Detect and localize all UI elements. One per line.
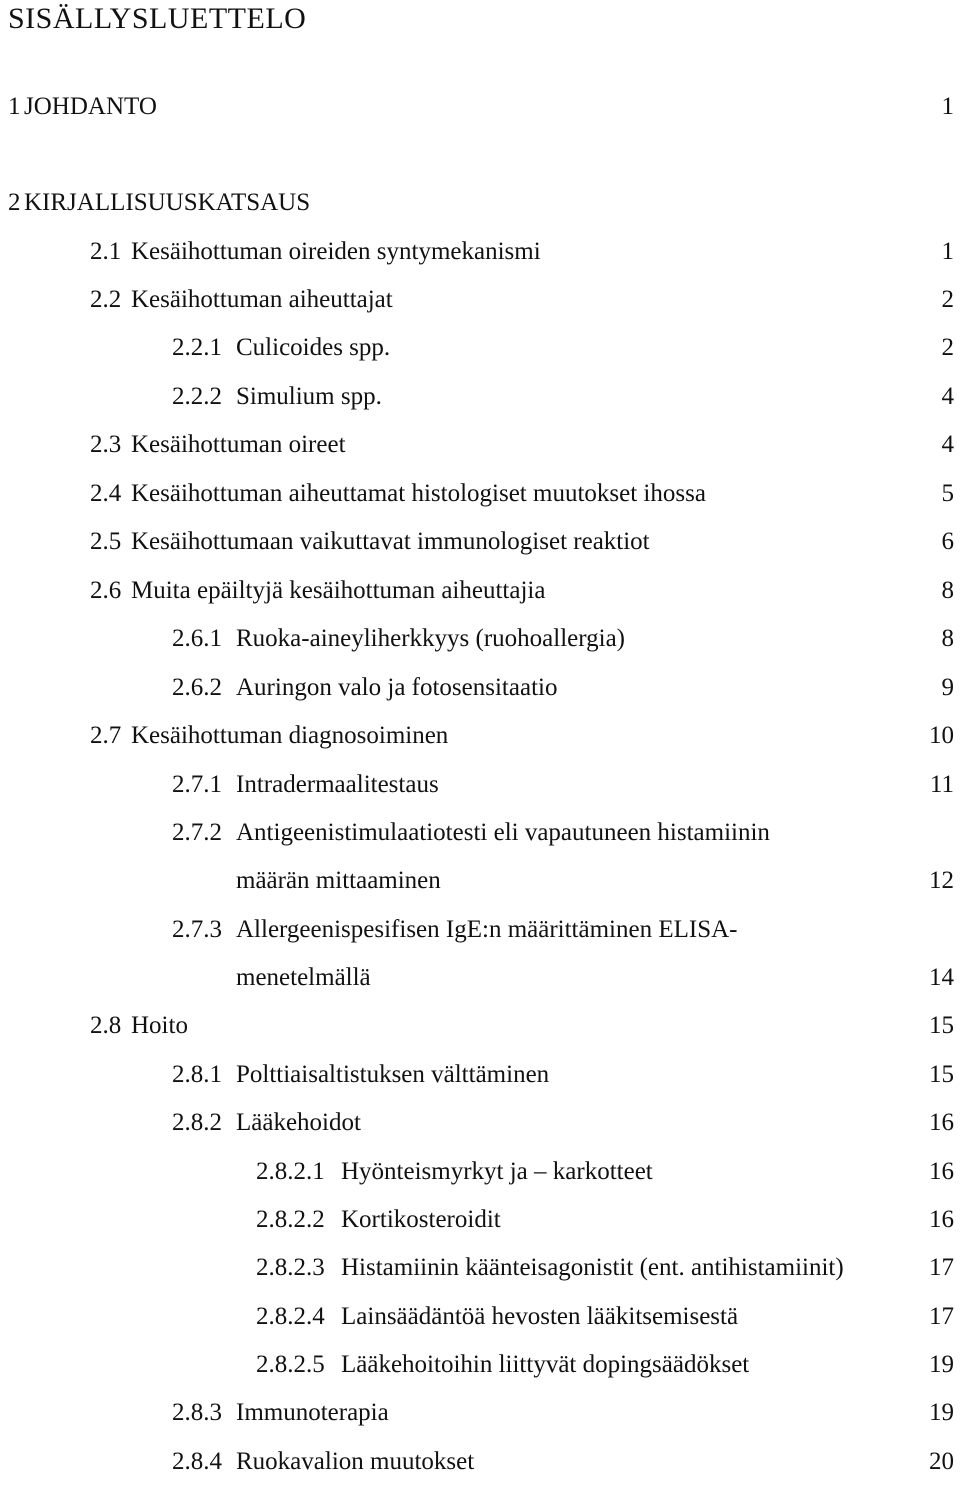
toc-entry-title: Simulium spp. [236, 383, 382, 410]
toc-entry[interactable] [0, 674, 960, 710]
toc-entry-number: 2.2.2 [172, 383, 222, 410]
toc-entry[interactable] [0, 334, 960, 370]
toc-entry-number: 2.6.1 [172, 625, 222, 652]
toc-entry-title: Culicoides spp. [236, 334, 391, 361]
toc-entry-number: 2.8.2.5 [256, 1351, 325, 1378]
toc-entry[interactable] [0, 1158, 960, 1194]
toc-entry[interactable] [0, 577, 960, 613]
toc-entry-number: 2.7.1 [172, 771, 222, 798]
toc-entry-title: Kesäihottuman oireiden syntymekanismi [131, 238, 541, 265]
toc-entry-page: 14 [929, 964, 954, 991]
toc-entry[interactable] [0, 238, 960, 274]
toc-entry-title: Muita epäiltyjä kesäihottuman aiheuttajia [131, 577, 546, 604]
toc-entry-title: Immunoterapia [236, 1399, 389, 1426]
toc-entry-title: Ruoka-aineyliherkkyys (ruohoallergia) [236, 625, 626, 652]
toc-entry-number: 1 [8, 93, 21, 120]
toc-entry-page: 2 [941, 334, 954, 361]
toc-entry-page: 10 [929, 722, 954, 749]
toc-entry-title: Intradermaalitestaus [236, 771, 439, 798]
toc-entry-number: 2.7.2 [172, 819, 222, 846]
toc-entry-number: 2.5 [90, 528, 122, 555]
toc-entry-page: 2 [941, 286, 954, 313]
toc-entry-page: 8 [941, 577, 954, 604]
toc-entry[interactable] [0, 819, 960, 855]
toc-entry[interactable] [0, 528, 960, 564]
toc-entry[interactable] [0, 1399, 960, 1435]
toc-entry-title: Kesäihottuman diagnosoiminen [131, 722, 449, 749]
toc-entry[interactable] [0, 1061, 960, 1097]
toc-entry-number: 2.6 [90, 577, 122, 604]
toc-entry[interactable] [0, 1448, 960, 1484]
toc-entry[interactable] [0, 1109, 960, 1145]
toc-entry-title: Antigeenistimulaatiotesti eli vapautuneen histamiinin [236, 819, 770, 846]
toc-entry-number: 2.2 [90, 286, 122, 313]
toc-entry-title: Kesäihottumaan vaikuttavat immunologiset reaktiot [131, 528, 650, 555]
toc-entry[interactable] [0, 1206, 960, 1242]
toc-entry-title: Allergeenispesifisen IgE:n määrittäminen ELISA- [236, 916, 738, 943]
toc-entry-page: 16 [929, 1109, 954, 1136]
page-title: SISÄLLYSLUETTELO [8, 2, 307, 35]
toc-entry-page: 16 [929, 1158, 954, 1185]
toc-entry-title: Lääkehoitoihin liittyvät dopingsäädökset [341, 1351, 750, 1378]
toc-entry[interactable] [0, 625, 960, 661]
toc-entry[interactable] [0, 93, 960, 129]
toc-entry-title: Kesäihottuman aiheuttamat histologiset muutokset ihossa [131, 480, 706, 507]
toc-entry[interactable] [0, 286, 960, 322]
toc-entry-title: menetelmällä [236, 964, 371, 991]
toc-entry-page: 11 [929, 771, 954, 798]
toc-entry-number: 2.3 [90, 431, 122, 458]
toc-entry-page: 9 [941, 674, 954, 701]
toc-entry-title: Kesäihottuman aiheuttajat [131, 286, 393, 313]
toc-entry-page: 16 [929, 1206, 954, 1233]
toc-entry[interactable] [0, 722, 960, 758]
toc-entry-title: Auringon valo ja fotosensitaatio [236, 674, 558, 701]
toc-entry-page: 15 [929, 1061, 954, 1088]
toc-entry-title: Hyönteismyrkyt ja – karkotteet [341, 1158, 653, 1185]
toc-entry-title: Kesäihottuman oireet [131, 431, 346, 458]
toc-entry-number: 2.4 [90, 480, 122, 507]
toc-entry-page: 17 [929, 1303, 954, 1330]
toc-entry[interactable] [0, 916, 960, 952]
toc-entry[interactable] [0, 480, 960, 516]
toc-entry[interactable] [0, 771, 960, 807]
toc-entry-page: 20 [929, 1448, 954, 1475]
toc-entry-number: 2.8.4 [172, 1448, 222, 1475]
toc-entry[interactable] [0, 431, 960, 467]
toc-entry-page: 4 [941, 383, 954, 410]
toc-entry-page: 5 [941, 480, 954, 507]
toc-entry-number: 2.8.3 [172, 1399, 222, 1426]
toc-entry-page: 6 [941, 528, 954, 555]
toc-entry-page: 19 [929, 1399, 954, 1426]
toc-entry-number: 2.7.3 [172, 916, 222, 943]
toc-entry[interactable] [0, 964, 960, 1000]
toc-entry[interactable] [0, 383, 960, 419]
toc-entry-title: määrän mittaaminen [236, 867, 441, 894]
toc-entry-page: 1 [941, 238, 954, 265]
toc-entry-number: 2.6.2 [172, 674, 222, 701]
toc-entry-title: Lainsäädäntöä hevosten lääkitsemisestä [341, 1303, 739, 1330]
toc-entry-page: 19 [929, 1351, 954, 1378]
toc-entry-page: 12 [929, 867, 954, 894]
toc-entry-number: 2.8.2.3 [256, 1254, 325, 1281]
toc-entry[interactable] [0, 189, 960, 225]
toc-entry-page: 17 [929, 1254, 954, 1281]
toc-entry-number: 2.1 [90, 238, 122, 265]
toc-entry-title: JOHDANTO [24, 93, 157, 120]
toc-entry[interactable] [0, 1012, 960, 1048]
toc-entry-number: 2.8.1 [172, 1061, 222, 1088]
toc-entry-page: 1 [941, 93, 954, 120]
toc-entry[interactable] [0, 1254, 960, 1290]
toc-entry-page: 4 [941, 431, 954, 458]
toc-entry[interactable] [0, 867, 960, 903]
toc-entry-title: KIRJALLISUUSKATSAUS [24, 189, 311, 216]
toc-entry-page: 15 [929, 1012, 954, 1039]
toc-entry-title: Polttiaisaltistuksen välttäminen [236, 1061, 550, 1088]
toc-entry[interactable] [0, 1351, 960, 1387]
toc-entry-number: 2.7 [90, 722, 122, 749]
toc-entry-title: Lääkehoidot [236, 1109, 361, 1136]
toc-entry[interactable] [0, 1303, 960, 1339]
toc-entry-number: 2.8.2.1 [256, 1158, 325, 1185]
toc-entry-number: 2.8.2.2 [256, 1206, 325, 1233]
toc-entry-number: 2 [8, 189, 21, 216]
toc-entry-page: 8 [941, 625, 954, 652]
toc-entry-number: 2.8.2 [172, 1109, 222, 1136]
toc-entry-number: 2.8.2.4 [256, 1303, 325, 1330]
toc-entry-number: 2.2.1 [172, 334, 222, 361]
toc-entry-number: 2.8 [90, 1012, 122, 1039]
toc-entry-title: Hoito [131, 1012, 188, 1039]
toc-entry-title: Ruokavalion muutokset [236, 1448, 475, 1475]
toc-entry-title: Histamiinin käänteisagonistit (ent. antihistamiinit) [341, 1254, 844, 1281]
toc-entry-title: Kortikosteroidit [341, 1206, 501, 1233]
